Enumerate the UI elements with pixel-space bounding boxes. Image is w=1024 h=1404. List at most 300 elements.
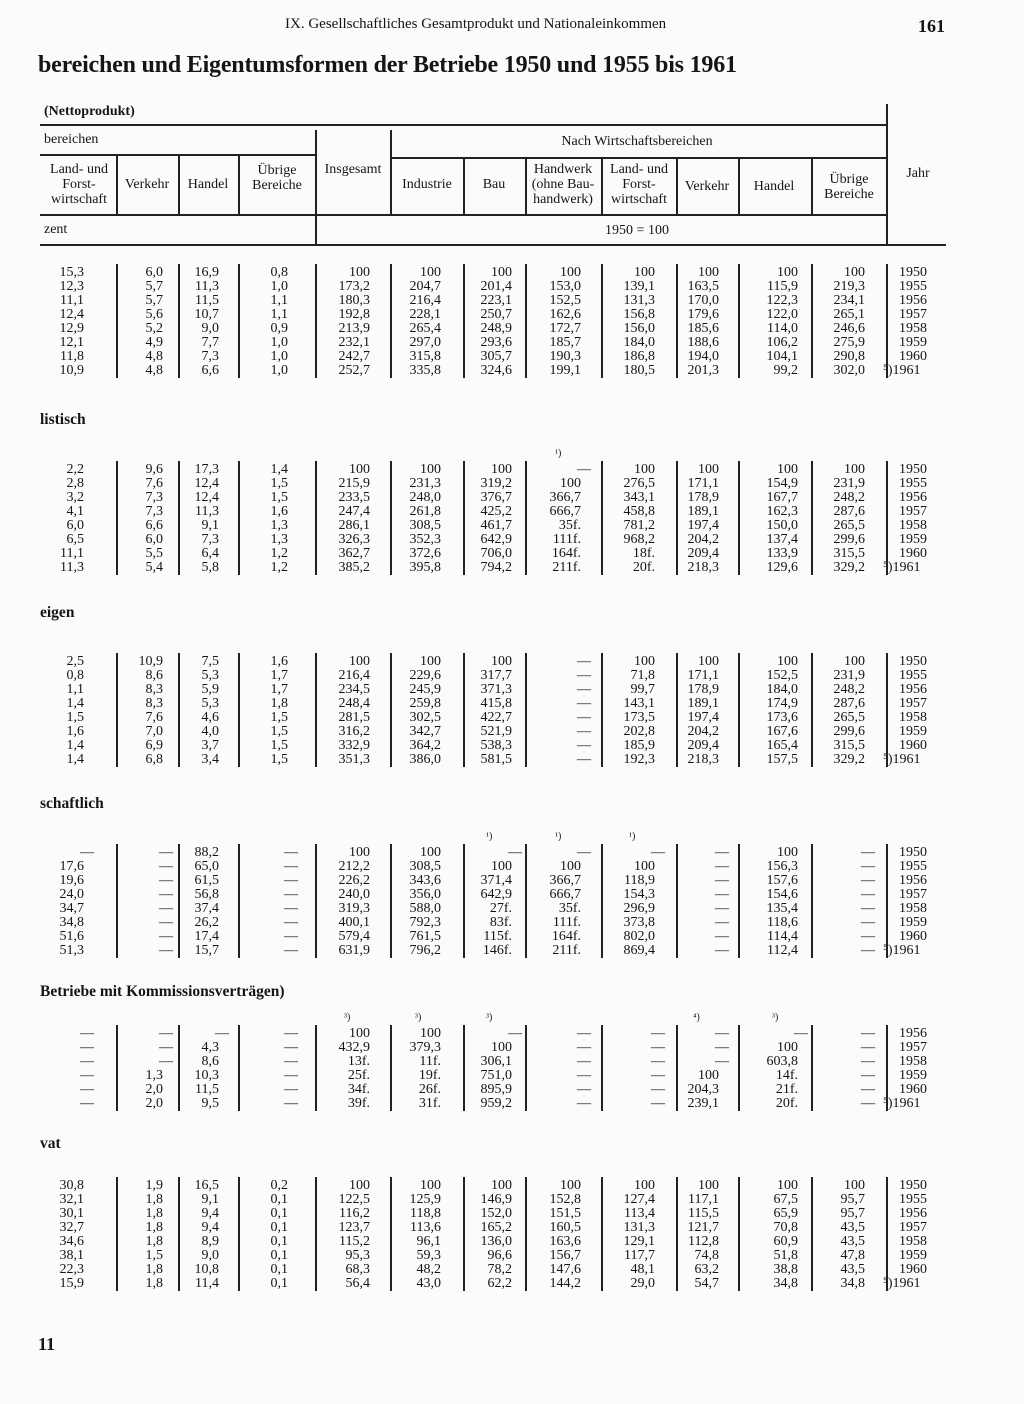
cell-uebrige2: 290,8 (833, 349, 865, 364)
cell-industrie: 96,1 (416, 1234, 441, 1249)
cell-lf2: 154,3 (623, 887, 655, 902)
year-label: 1958 (899, 1054, 927, 1069)
cell-handwerk: 100 (560, 859, 581, 874)
cell-lf: 15,9 (59, 1276, 84, 1291)
cell-uebrige: — (284, 1068, 298, 1083)
cell-verkehr: — (159, 943, 173, 958)
cell-verkehr: 4,8 (145, 363, 163, 378)
cell-verkehr2: 239,1 (687, 1096, 719, 1111)
header-verkehr-right: Verkehr (684, 179, 730, 194)
cell-verkehr: 5,5 (145, 546, 163, 561)
cell-verkehr: 5,4 (145, 560, 163, 575)
year-label: ⁵)1961 (883, 1276, 921, 1291)
cell-uebrige2: — (861, 873, 875, 888)
cell-handel: 12,4 (194, 476, 219, 491)
cell-lf2: 869,4 (623, 943, 655, 958)
cell-uebrige2: 299,6 (833, 724, 865, 739)
cell-industrie: 125,9 (409, 1192, 441, 1207)
cell-uebrige2: 287,6 (833, 504, 865, 519)
cell-handel2: 173,6 (766, 710, 798, 725)
cell-industrie: 261,8 (409, 504, 441, 519)
cell-uebrige: 0,1 (270, 1234, 288, 1249)
cell-handel: 15,7 (194, 943, 219, 958)
cell-uebrige2: — (861, 943, 875, 958)
cell-lf: — (80, 1096, 94, 1111)
cell-insgesamt: 316,2 (338, 724, 370, 739)
cell-handwerk: 151,5 (549, 1206, 581, 1221)
cell-uebrige: 1,0 (270, 335, 288, 350)
cell-lf: 10,9 (59, 363, 84, 378)
cell-handel: 37,4 (194, 901, 219, 916)
cell-industrie: 761,5 (409, 929, 441, 944)
year-label: 1950 (899, 265, 927, 280)
cell-insgesamt: 216,4 (338, 668, 370, 683)
cell-verkehr: 2,0 (145, 1082, 163, 1097)
cell-bau: 794,2 (480, 560, 512, 575)
cell-insgesamt: 213,9 (338, 321, 370, 336)
cell-verkehr: — (159, 901, 173, 916)
cell-bau: 371,4 (480, 873, 512, 888)
cell-uebrige2: — (861, 1026, 875, 1041)
cell-verkehr2: — (715, 1040, 729, 1055)
cell-verkehr2: — (715, 859, 729, 874)
cell-bau: 100 (491, 859, 512, 874)
cell-industrie: 343,6 (409, 873, 441, 888)
cell-uebrige2: 34,8 (840, 1276, 865, 1291)
cell-handwerk: 172,7 (549, 321, 581, 336)
cell-lf2: 100 (634, 1178, 655, 1193)
cell-industrie: 792,3 (409, 915, 441, 930)
cell-verkehr: 6,9 (145, 738, 163, 753)
cell-bau: 642,9 (480, 887, 512, 902)
cell-handwerk: — (577, 682, 591, 697)
cell-uebrige: 0,2 (270, 1178, 288, 1193)
cell-handwerk: 156,7 (549, 1248, 581, 1263)
section-title: vat (40, 1135, 61, 1152)
cell-lf2: 180,5 (623, 363, 655, 378)
cell-verkehr2: — (715, 1026, 729, 1041)
cell-lf: 24,0 (59, 887, 84, 902)
cell-insgesamt: 242,7 (338, 349, 370, 364)
footnote-mark: ¹) (555, 831, 562, 842)
footnote-mark: ¹) (555, 448, 562, 459)
cell-handel2: 154,9 (766, 476, 798, 491)
cell-industrie: 100 (420, 1178, 441, 1193)
cell-insgesamt: 362,7 (338, 546, 370, 561)
cell-bau: — (508, 1026, 522, 1041)
cell-lf: 11,3 (60, 560, 84, 575)
cell-lf2: 156,8 (623, 307, 655, 322)
cell-handwerk: — (577, 1040, 591, 1055)
cell-insgesamt: 116,2 (339, 1206, 370, 1221)
cell-handel: 11,3 (195, 504, 219, 519)
cell-bau: 706,0 (480, 546, 512, 561)
cell-handwerk: 199,1 (549, 363, 581, 378)
section-title: listisch (40, 411, 86, 428)
cell-industrie: 100 (420, 265, 441, 280)
cell-industrie: 231,3 (409, 476, 441, 491)
cell-handel: 12,4 (194, 490, 219, 505)
cell-bau: 250,7 (480, 307, 512, 322)
cell-bau: 319,2 (480, 476, 512, 491)
cell-verkehr2: 218,3 (687, 752, 719, 767)
rule (238, 154, 240, 214)
cell-handel: 11,4 (195, 1276, 219, 1291)
cell-verkehr2: 74,8 (694, 1248, 719, 1263)
cell-handel: 3,4 (201, 752, 219, 767)
cell-handel2: 100 (777, 1178, 798, 1193)
header-uebrige-left: Übrige Bereiche (252, 163, 302, 193)
cell-uebrige: 1,5 (270, 476, 288, 491)
cell-insgesamt: 39f. (347, 1096, 370, 1111)
cell-uebrige: — (284, 1054, 298, 1069)
cell-verkehr2: 54,7 (694, 1276, 719, 1291)
header-nettoprodukt: (Nettoprodukt) (44, 104, 135, 119)
cell-industrie: 302,5 (409, 710, 441, 725)
rule (116, 154, 118, 214)
cell-bau: 248,9 (480, 321, 512, 336)
cell-lf2: 48,1 (630, 1262, 655, 1277)
cell-bau: 201,4 (480, 279, 512, 294)
cell-verkehr: 1,8 (145, 1192, 163, 1207)
header-industrie: Industrie (402, 177, 452, 192)
cell-verkehr: 1,9 (145, 1178, 163, 1193)
cell-verkehr: 7,0 (145, 724, 163, 739)
rule (40, 214, 886, 216)
cell-uebrige: 1,4 (270, 462, 288, 477)
cell-handwerk: — (577, 1082, 591, 1097)
cell-handel2: — (794, 1026, 808, 1041)
cell-verkehr2: 201,3 (687, 363, 719, 378)
cell-lf2: 131,3 (623, 1220, 655, 1235)
cell-handwerk: 35f. (558, 901, 581, 916)
cell-handwerk: 211f. (552, 560, 581, 575)
cell-verkehr2: 179,6 (687, 307, 719, 322)
year-label: 1957 (899, 1220, 927, 1235)
year-label: 1956 (899, 293, 927, 308)
rule (525, 653, 527, 767)
cell-insgesamt: 234,5 (338, 682, 370, 697)
cell-handel2: 14f. (775, 1068, 798, 1083)
cell-verkehr2: 121,7 (687, 1220, 719, 1235)
cell-verkehr: 1,3 (145, 1068, 163, 1083)
cell-lf: 4,1 (66, 504, 84, 519)
cell-insgesamt: 400,1 (338, 915, 370, 930)
footnote-mark: ³) (344, 1012, 351, 1023)
cell-lf2: — (651, 1054, 665, 1069)
cell-industrie: 372,6 (409, 546, 441, 561)
cell-uebrige2: 248,2 (833, 490, 865, 505)
cell-handel: 9,0 (201, 1248, 219, 1263)
cell-verkehr2: 100 (698, 654, 719, 669)
cell-insgesamt: 100 (349, 1026, 370, 1041)
cell-uebrige2: 315,5 (833, 738, 865, 753)
cell-industrie: 308,5 (409, 518, 441, 533)
cell-handel2: 34,8 (773, 1276, 798, 1291)
cell-verkehr2: — (715, 845, 729, 860)
header-verkehr-left: Verkehr (124, 177, 170, 192)
cell-verkehr: 6,8 (145, 752, 163, 767)
cell-handel: 6,4 (201, 546, 219, 561)
footnote-mark: ³) (772, 1012, 779, 1023)
cell-lf2: — (651, 1068, 665, 1083)
cell-insgesamt: 173,2 (338, 279, 370, 294)
cell-bau: 306,1 (480, 1054, 512, 1069)
year-label: ⁵)1961 (883, 560, 921, 575)
cell-handel: 9,0 (201, 321, 219, 336)
cell-handwerk: — (577, 724, 591, 739)
cell-lf2: 781,2 (623, 518, 655, 533)
cell-lf: 12,9 (59, 321, 84, 336)
cell-uebrige2: 95,7 (840, 1206, 865, 1221)
rule (525, 1025, 527, 1111)
year-label: 1955 (899, 476, 927, 491)
cell-lf2: 143,1 (623, 696, 655, 711)
cell-handel2: 122,0 (766, 307, 798, 322)
cell-lf2: 373,8 (623, 915, 655, 930)
cell-bau: 959,2 (480, 1096, 512, 1111)
cell-bau: 376,7 (480, 490, 512, 505)
cell-insgesamt: 34f. (347, 1082, 370, 1097)
cell-industrie: 118,8 (410, 1206, 441, 1221)
cell-insgesamt: 192,8 (338, 307, 370, 322)
cell-handwerk: — (577, 1096, 591, 1111)
cell-uebrige2: 43,5 (840, 1234, 865, 1249)
cell-uebrige2: 265,5 (833, 518, 865, 533)
cell-lf2: 276,5 (623, 476, 655, 491)
cell-uebrige: 1,0 (270, 363, 288, 378)
cell-uebrige: 1,0 (270, 349, 288, 364)
cell-handwerk: 666,7 (549, 887, 581, 902)
cell-industrie: 100 (420, 845, 441, 860)
header-unit-left: zent (44, 222, 68, 237)
cell-verkehr: — (159, 1026, 173, 1041)
cell-insgesamt: 247,4 (338, 504, 370, 519)
cell-verkehr: 1,8 (145, 1262, 163, 1277)
cell-verkehr2: 100 (698, 1068, 719, 1083)
cell-lf2: 100 (634, 859, 655, 874)
cell-handwerk: 666,7 (549, 504, 581, 519)
cell-lf: 34,6 (59, 1234, 84, 1249)
cell-bau: 100 (491, 265, 512, 280)
cell-lf2: 296,9 (623, 901, 655, 916)
rule (811, 844, 813, 958)
page-title: bereichen und Eigentumsformen der Betriebe 1950 und 1955 bis 1961 (38, 52, 737, 78)
cell-handwerk: 152,8 (549, 1192, 581, 1207)
cell-lf2: 802,0 (623, 929, 655, 944)
cell-bau: 425,2 (480, 504, 512, 519)
cell-uebrige: — (284, 901, 298, 916)
cell-handel: 11,5 (195, 293, 219, 308)
cell-handel: 8,6 (201, 1054, 219, 1069)
cell-verkehr: 4,8 (145, 349, 163, 364)
cell-uebrige: 1,7 (270, 668, 288, 683)
cell-insgesamt: 100 (349, 845, 370, 860)
cell-verkehr: — (159, 887, 173, 902)
cell-verkehr2: — (715, 873, 729, 888)
cell-verkehr2: 188,6 (687, 335, 719, 350)
cell-verkehr: 5,6 (145, 307, 163, 322)
cell-handel2: 70,8 (773, 1220, 798, 1235)
cell-handel: 4,3 (201, 1040, 219, 1055)
cell-bau: 62,2 (487, 1276, 512, 1291)
cell-handel2: 162,3 (766, 504, 798, 519)
cell-insgesamt: 233,5 (338, 490, 370, 505)
year-label: 1956 (899, 1026, 927, 1041)
cell-uebrige2: — (861, 929, 875, 944)
year-label: 1958 (899, 518, 927, 533)
year-label: ⁵)1961 (883, 752, 921, 767)
cell-handel2: 118,6 (767, 915, 798, 930)
cell-verkehr: 7,3 (145, 504, 163, 519)
cell-uebrige2: 329,2 (833, 752, 865, 767)
cell-lf: 0,8 (66, 668, 84, 683)
cell-industrie: 204,7 (409, 279, 441, 294)
cell-insgesamt: 212,2 (338, 859, 370, 874)
cell-uebrige2: — (861, 1068, 875, 1083)
cell-lf: — (80, 1040, 94, 1055)
cell-lf: 6,5 (66, 532, 84, 547)
cell-uebrige2: 246,6 (833, 321, 865, 336)
cell-handel: 88,2 (194, 845, 219, 860)
rule (738, 157, 740, 214)
cell-lf2: 127,4 (623, 1192, 655, 1207)
cell-verkehr: 10,9 (138, 654, 163, 669)
cell-industrie: 364,2 (409, 738, 441, 753)
cell-verkehr2: 100 (698, 462, 719, 477)
cell-verkehr: 2,0 (145, 1096, 163, 1111)
cell-uebrige2: — (861, 1054, 875, 1069)
cell-uebrige: 1,2 (270, 546, 288, 561)
cell-lf: — (80, 845, 94, 860)
cell-uebrige: 1,5 (270, 724, 288, 739)
cell-handwerk: 162,6 (549, 307, 581, 322)
cell-insgesamt: 248,4 (338, 696, 370, 711)
rule (390, 130, 392, 214)
cell-industrie: 100 (420, 1026, 441, 1041)
cell-industrie: 265,4 (409, 321, 441, 336)
cell-insgesamt: 123,7 (338, 1220, 370, 1235)
cell-lf2: 100 (634, 654, 655, 669)
cell-insgesamt: 215,9 (338, 476, 370, 491)
year-label: 1950 (899, 654, 927, 669)
cell-uebrige: — (284, 873, 298, 888)
year-label: 1958 (899, 321, 927, 336)
cell-uebrige2: 234,1 (833, 293, 865, 308)
cell-verkehr2: 178,9 (687, 682, 719, 697)
cell-industrie: 352,3 (409, 532, 441, 547)
cell-bau: 461,7 (480, 518, 512, 533)
cell-handel: 10,8 (194, 1262, 219, 1277)
header-jahr: Jahr (906, 166, 930, 181)
cell-lf2: 968,2 (623, 532, 655, 547)
cell-insgesamt: 286,1 (338, 518, 370, 533)
cell-handel: 6,6 (201, 363, 219, 378)
cell-uebrige: 0,1 (270, 1220, 288, 1235)
cell-handwerk: — (577, 752, 591, 767)
cell-uebrige2: 265,5 (833, 710, 865, 725)
cell-lf2: — (651, 1040, 665, 1055)
cell-insgesamt: 631,9 (338, 943, 370, 958)
cell-bau: 152,0 (480, 1206, 512, 1221)
cell-uebrige2: 231,9 (833, 668, 865, 683)
cell-bau: 100 (491, 1040, 512, 1055)
cell-industrie: 48,2 (416, 1262, 441, 1277)
cell-handel: 7,5 (201, 654, 219, 669)
cell-handel: 7,3 (201, 349, 219, 364)
cell-handel2: 99,2 (773, 363, 798, 378)
cell-handel2: 167,7 (766, 490, 798, 505)
cell-handwerk: 366,7 (549, 490, 581, 505)
cell-verkehr: 6,0 (145, 265, 163, 280)
cell-handel2: 157,5 (766, 752, 798, 767)
cell-lf: — (80, 1082, 94, 1097)
cell-uebrige: 1,5 (270, 490, 288, 505)
cell-verkehr: 8,6 (145, 668, 163, 683)
cell-handel2: 100 (777, 1040, 798, 1055)
cell-verkehr: — (159, 1040, 173, 1055)
year-label: 1958 (899, 710, 927, 725)
rule (886, 264, 888, 378)
cell-lf2: 186,8 (623, 349, 655, 364)
cell-handel: 5,3 (201, 696, 219, 711)
cell-verkehr2: 197,4 (687, 710, 719, 725)
cell-insgesamt: 240,0 (338, 887, 370, 902)
section-title: Betriebe mit Kommissionsverträgen) (40, 983, 285, 1000)
year-label: 1960 (899, 349, 927, 364)
cell-lf: 34,8 (59, 915, 84, 930)
rule (886, 1177, 888, 1291)
cell-lf: 19,6 (59, 873, 84, 888)
cell-verkehr2: 163,5 (687, 279, 719, 294)
year-label: 1955 (899, 1192, 927, 1207)
cell-bau: 146,9 (480, 1192, 512, 1207)
cell-uebrige: 1,6 (270, 504, 288, 519)
cell-bau: 115f. (483, 929, 512, 944)
cell-verkehr2: 194,0 (687, 349, 719, 364)
footer-number: 11 (38, 1334, 56, 1354)
cell-bau: 751,0 (480, 1068, 512, 1083)
cell-lf: 12,3 (59, 279, 84, 294)
year-label: 1960 (899, 738, 927, 753)
cell-lf: 2,5 (66, 654, 84, 669)
cell-lf: 51,3 (59, 943, 84, 958)
cell-handel2: 100 (777, 654, 798, 669)
cell-industrie: 216,4 (409, 293, 441, 308)
cell-uebrige: 1,6 (270, 654, 288, 669)
cell-verkehr2: 197,4 (687, 518, 719, 533)
cell-uebrige2: 287,6 (833, 696, 865, 711)
header-land-forstwirtschaft-right: Land- und Forst-wirtschaft (610, 162, 668, 207)
cell-handel: 16,9 (194, 265, 219, 280)
cell-verkehr2: 100 (698, 1178, 719, 1193)
cell-bau: 223,1 (480, 293, 512, 308)
cell-lf: 1,4 (66, 752, 84, 767)
cell-uebrige: — (284, 887, 298, 902)
year-label: 1959 (899, 1248, 927, 1263)
cell-uebrige2: 43,5 (840, 1262, 865, 1277)
cell-lf2: 113,4 (624, 1206, 655, 1221)
cell-lf: — (80, 1068, 94, 1083)
footnote-mark: ¹) (486, 831, 493, 842)
cell-industrie: 59,3 (416, 1248, 441, 1263)
cell-handel2: 114,0 (767, 321, 798, 336)
cell-handel2: 112,4 (767, 943, 798, 958)
cell-handel: 7,3 (201, 532, 219, 547)
cell-lf: 30,8 (59, 1178, 84, 1193)
cell-lf: 2,2 (66, 462, 84, 477)
cell-handwerk: — (577, 738, 591, 753)
